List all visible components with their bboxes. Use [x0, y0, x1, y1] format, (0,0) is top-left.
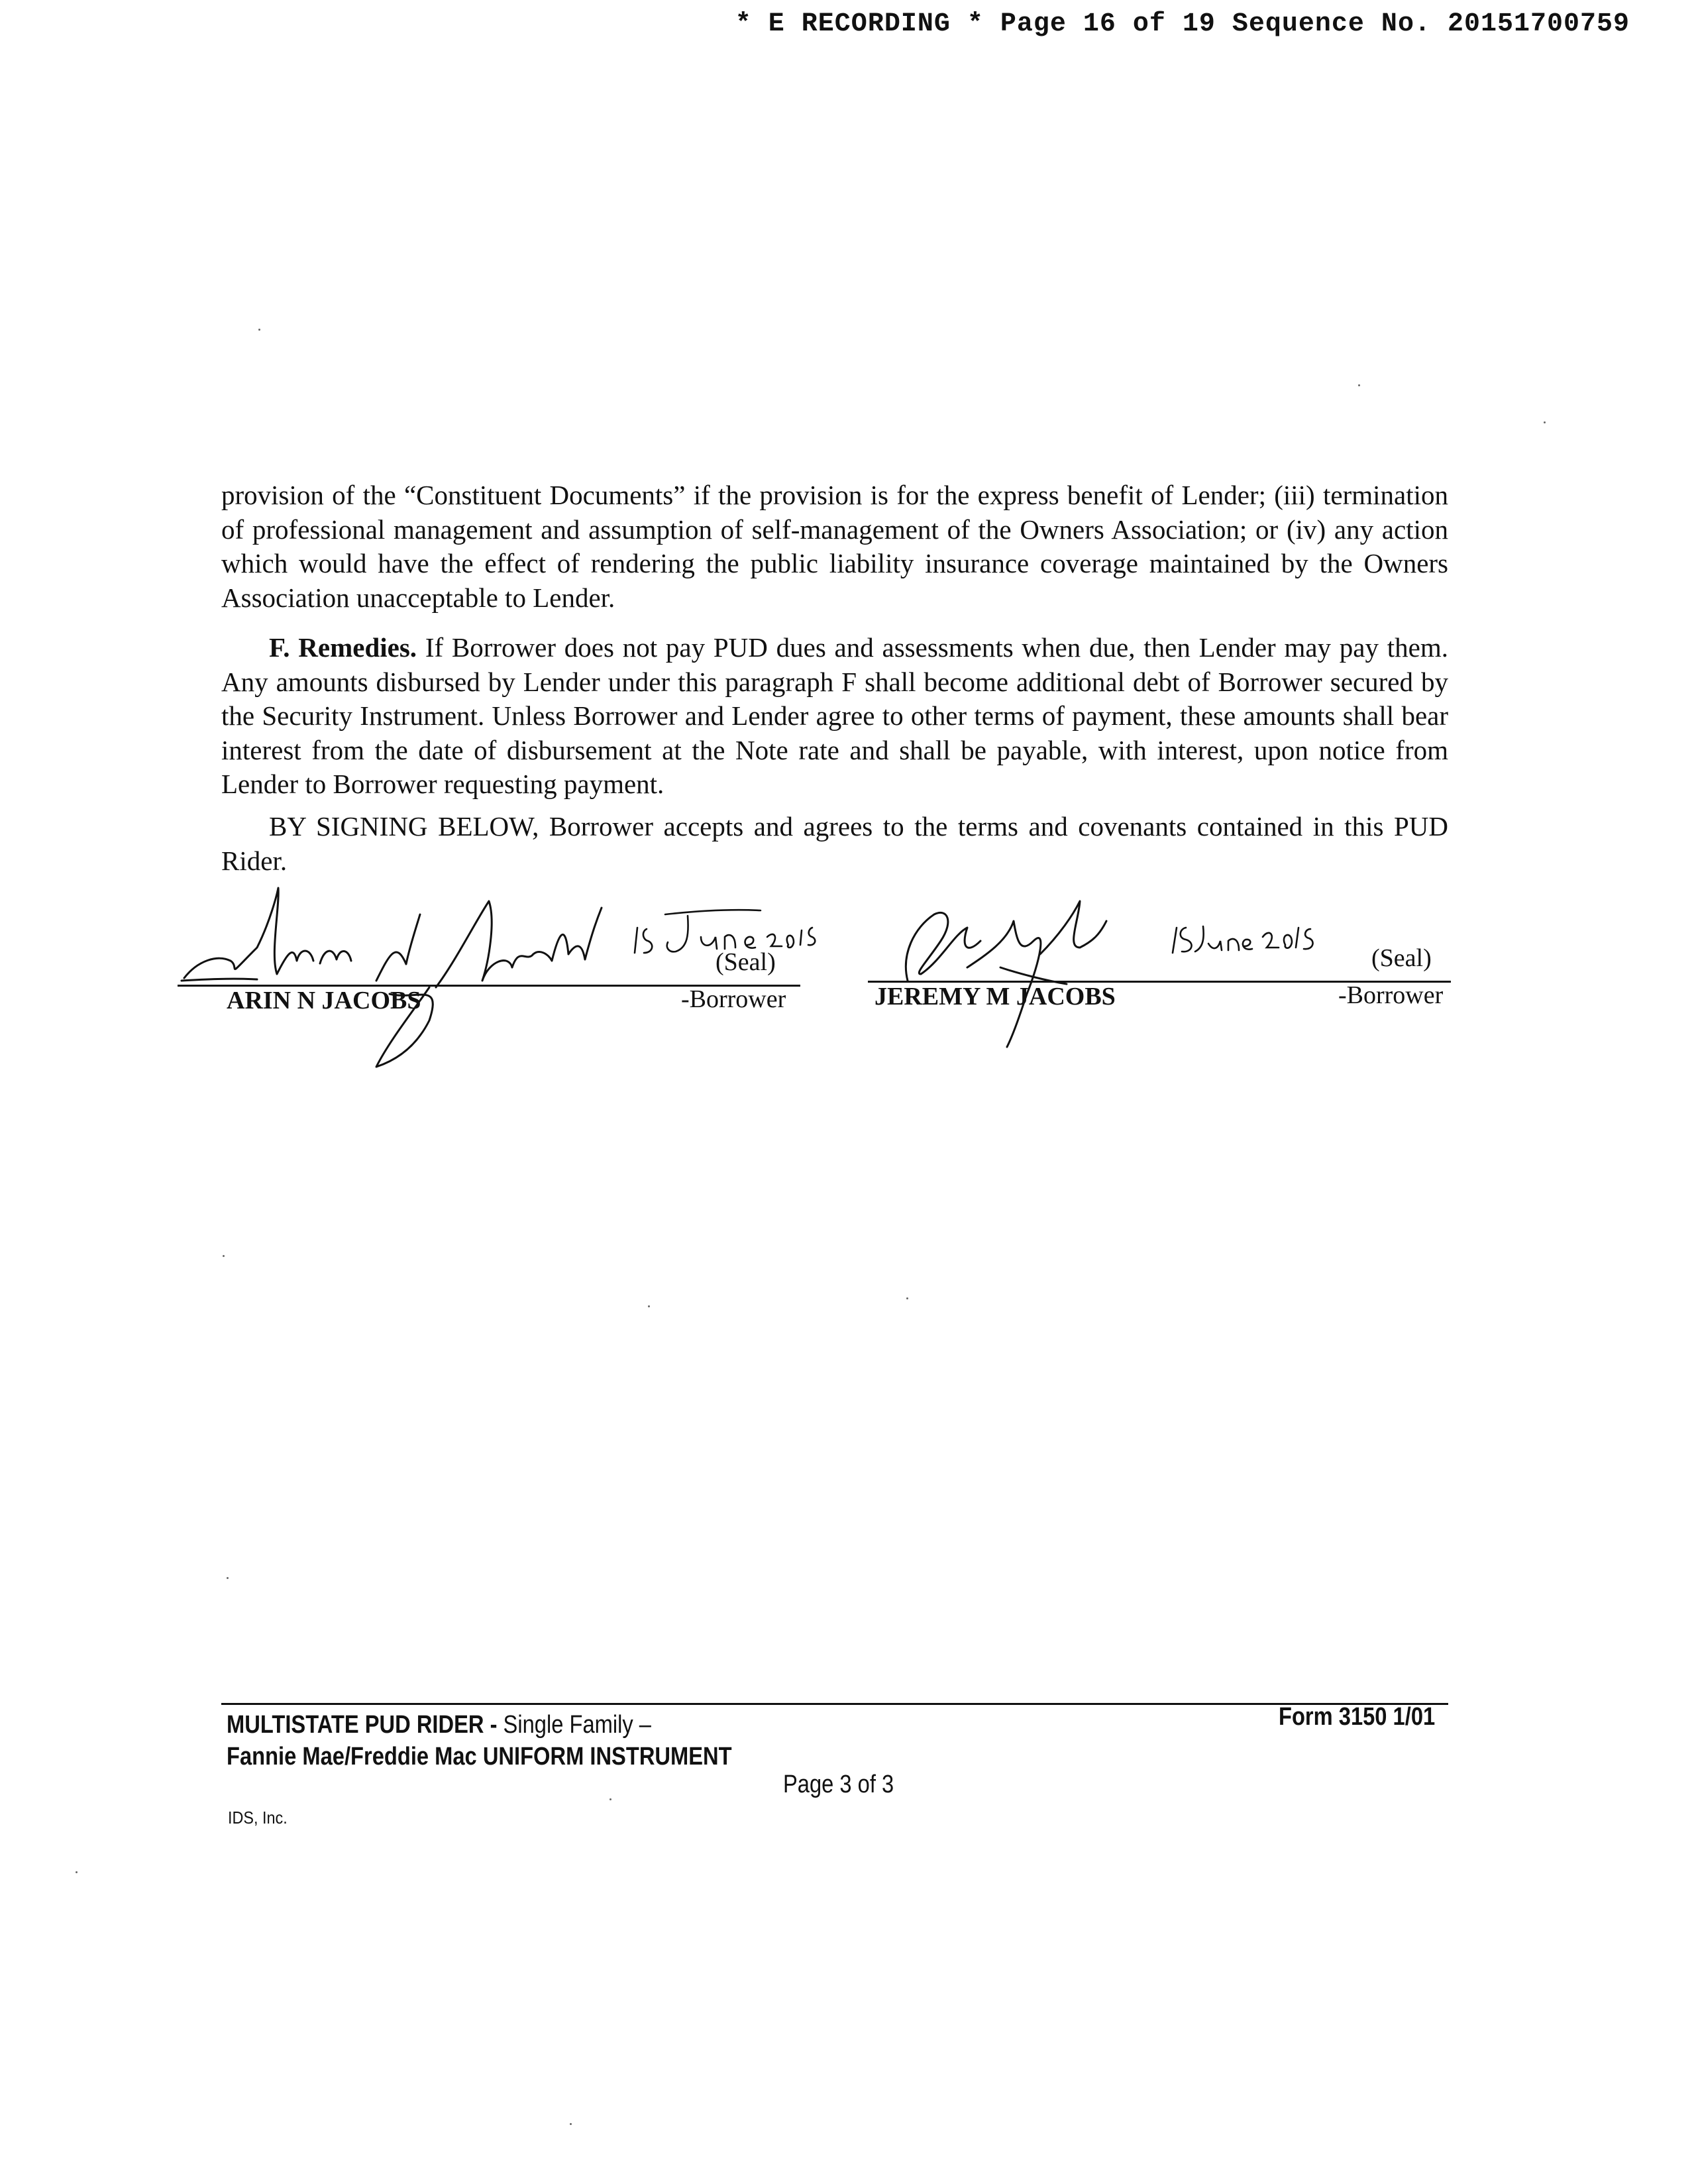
borrower-name: JEREMY M JACOBS — [874, 983, 1116, 1010]
paragraph-signing-statement — [221, 810, 1448, 878]
handwritten-signature-jeremy — [868, 881, 1451, 1060]
page-number: Page 3 of 3 — [783, 1771, 894, 1798]
footer-subtitle: Fannie Mae/Freddie Mac UNIFORM INSTRUMENT — [227, 1743, 732, 1771]
scan-speck — [223, 1255, 225, 1257]
signature-block-jeremy — [868, 881, 1451, 1060]
signature-block-arin — [178, 881, 814, 1060]
scan-speck — [227, 1577, 229, 1579]
publisher-label: IDS, Inc. — [228, 1808, 288, 1828]
borrower-role: -Borrower — [1338, 981, 1444, 1009]
scan-speck — [610, 1798, 611, 1800]
scan-speck — [258, 329, 260, 331]
paragraph-constituent-documents: provision of the “Constituent Documents” if the provision is for the express benefit of Lender; (iii) termination of professional management and assumption of self-management of the Owners Association; or (iv) any action which would have the effect of rendering the public liability insurance coverage maintained by the Owners Association unacceptable to Lender. — [221, 480, 1448, 613]
form-number: Form 3150 1/01 — [1279, 1703, 1436, 1731]
footer-title — [227, 1711, 651, 1739]
paragraph-remedies — [221, 631, 1448, 802]
recording-header: * E RECORDING * Page 16 of 19 Sequence No. 20151700759 — [735, 9, 1630, 39]
footer-rule — [221, 1703, 1448, 1705]
borrower-role: -Borrower — [681, 985, 786, 1013]
footer-title-regular: Single Family – — [497, 1711, 651, 1739]
scan-speck — [1544, 421, 1546, 423]
seal-label: (Seal) — [1371, 944, 1432, 972]
scan-speck — [906, 1297, 908, 1299]
scan-speck — [570, 2123, 572, 2125]
scan-speck — [648, 1305, 650, 1307]
remedies-text: If Borrower does not pay PUD dues and assessments when due, then Lender may pay them. Any amounts disbursed by Lender under this paragraph F shall become additional debt of Borrower secured by the Security Instrument. Unless Borrower and Lender agree to other terms of payment, these amounts shall bear interest from the date of disbursement at the Note rate and shall be payable, with interest, upon notice from Lender to Borrower requesting payment. — [221, 632, 1448, 799]
seal-label: (Seal) — [716, 948, 776, 976]
scan-speck — [76, 1871, 78, 1873]
borrower-name: ARIN N JACOBS — [227, 987, 421, 1014]
remedies-heading: F. Remedies. — [269, 632, 417, 663]
scan-speck — [1358, 384, 1360, 386]
signing-statement: BY SIGNING BELOW, Borrower accepts and agrees to the terms and covenants contained in this PUD Rider. — [221, 811, 1448, 876]
footer-title-bold: MULTISTATE PUD RIDER - — [227, 1711, 498, 1739]
